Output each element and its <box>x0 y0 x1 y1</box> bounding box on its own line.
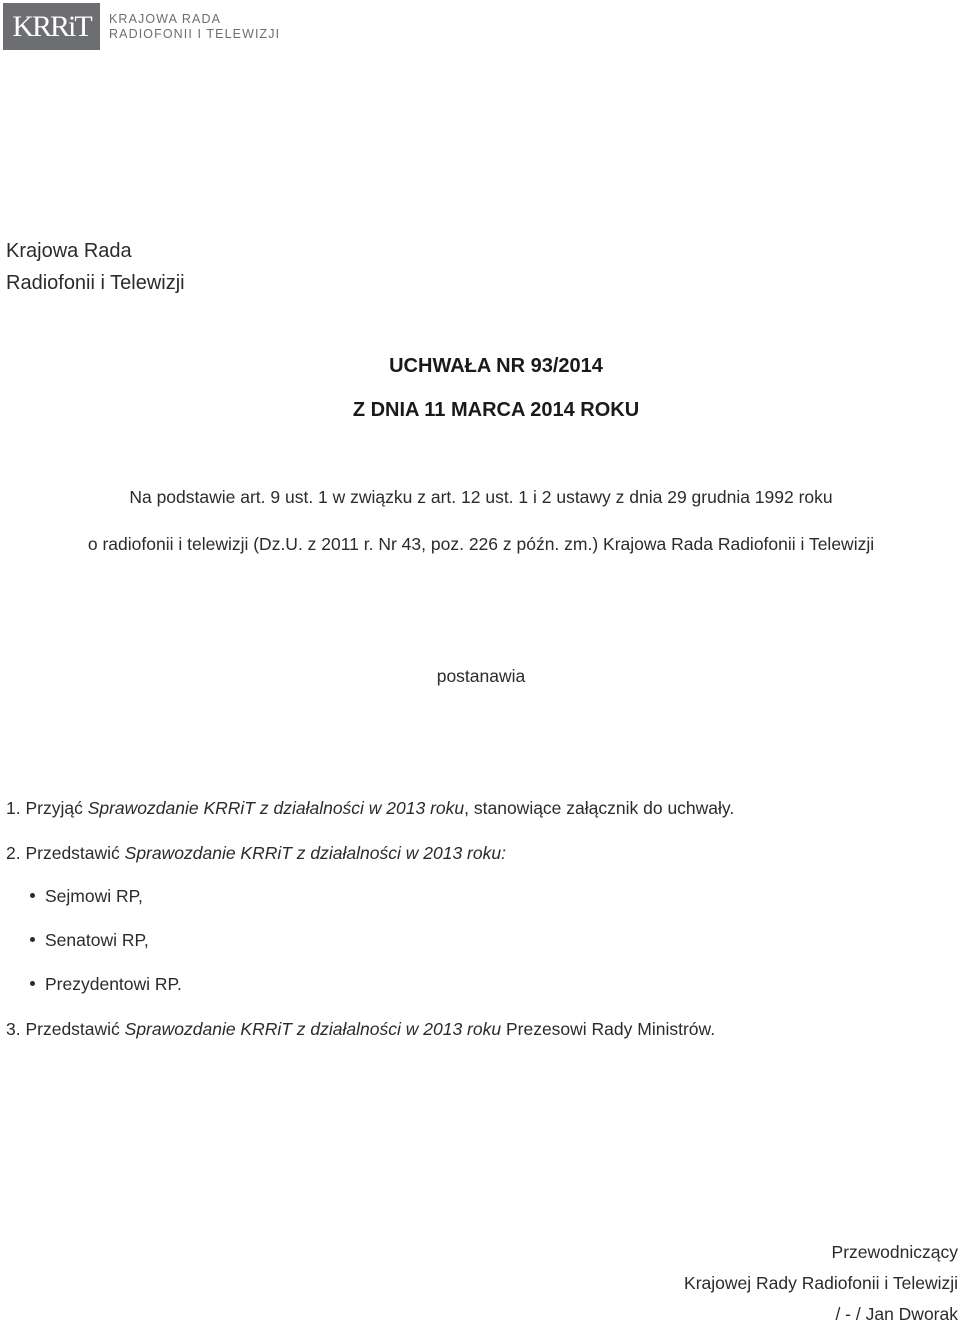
recipient-item <box>30 930 149 951</box>
item-1-report-title: Sprawozdanie KRRiT z działalności w 2013 roku <box>87 798 465 818</box>
decision-word: postanawia <box>436 666 526 686</box>
logo-caption-line2: RADIOFONII I TELEWIZJI <box>109 27 281 41</box>
signature-body: Krajowej Rady Radiofonii i Telewizji <box>684 1273 958 1293</box>
item-1-prefix: 1. Przyjąć <box>6 798 88 818</box>
krrit-logo <box>3 3 100 50</box>
resolution-item-2 <box>6 843 506 864</box>
logo-wordmark: KRRiT <box>12 9 91 43</box>
item-3-report-title: Sprawozdanie KRRiT z działalności w 2013 roku <box>124 1019 502 1039</box>
item-2-report-title: Sprawozdanie KRRiT z działalności w 2013 roku: <box>124 843 506 863</box>
institution-line1: Krajowa Rada <box>6 240 132 262</box>
signature-name: / - / Jan Dworak <box>835 1304 958 1324</box>
recipient-label: Sejmowi RP, <box>45 886 143 906</box>
bullet-icon <box>30 893 35 898</box>
recipient-label: Prezydentowi RP. <box>45 974 182 994</box>
signature-block <box>684 1237 958 1330</box>
item-1-suffix: , stanowiące załącznik do uchwały. <box>464 798 735 818</box>
item-3-prefix: 3. Przedstawić <box>6 1019 125 1039</box>
recipient-label: Senatowi RP, <box>45 930 149 950</box>
item-2-prefix: 2. Przedstawić <box>6 843 125 863</box>
legal-basis-line1: Na podstawie art. 9 ust. 1 w związku z art. 12 ust. 1 i 2 ustawy z dnia 29 grudnia 1992 roku <box>129 487 833 507</box>
recipient-item <box>30 886 143 907</box>
resolution-item-1 <box>6 798 734 819</box>
logo-caption <box>109 12 280 42</box>
resolution-title: UCHWAŁA NR 93/2014 <box>389 355 603 377</box>
bullet-icon <box>30 981 35 986</box>
institution-name <box>6 235 185 299</box>
legal-basis-line2: o radiofonii i telewizji (Dz.U. z 2011 r. Nr 43, poz. 226 z późn. zm.) Krajowa Rada Radiofonii i Telewizji <box>87 534 875 554</box>
recipient-item <box>30 974 182 995</box>
institution-line2: Radiofonii i Telewizji <box>6 272 185 294</box>
logo-caption-line1: KRAJOWA RADA <box>109 12 222 26</box>
bullet-icon <box>30 937 35 942</box>
item-3-suffix: Prezesowi Rady Ministrów. <box>501 1019 716 1039</box>
resolution-item-3 <box>6 1019 715 1040</box>
resolution-date: Z DNIA 11 MARCA 2014 ROKU <box>352 399 640 421</box>
signature-role: Przewodniczący <box>831 1242 958 1262</box>
